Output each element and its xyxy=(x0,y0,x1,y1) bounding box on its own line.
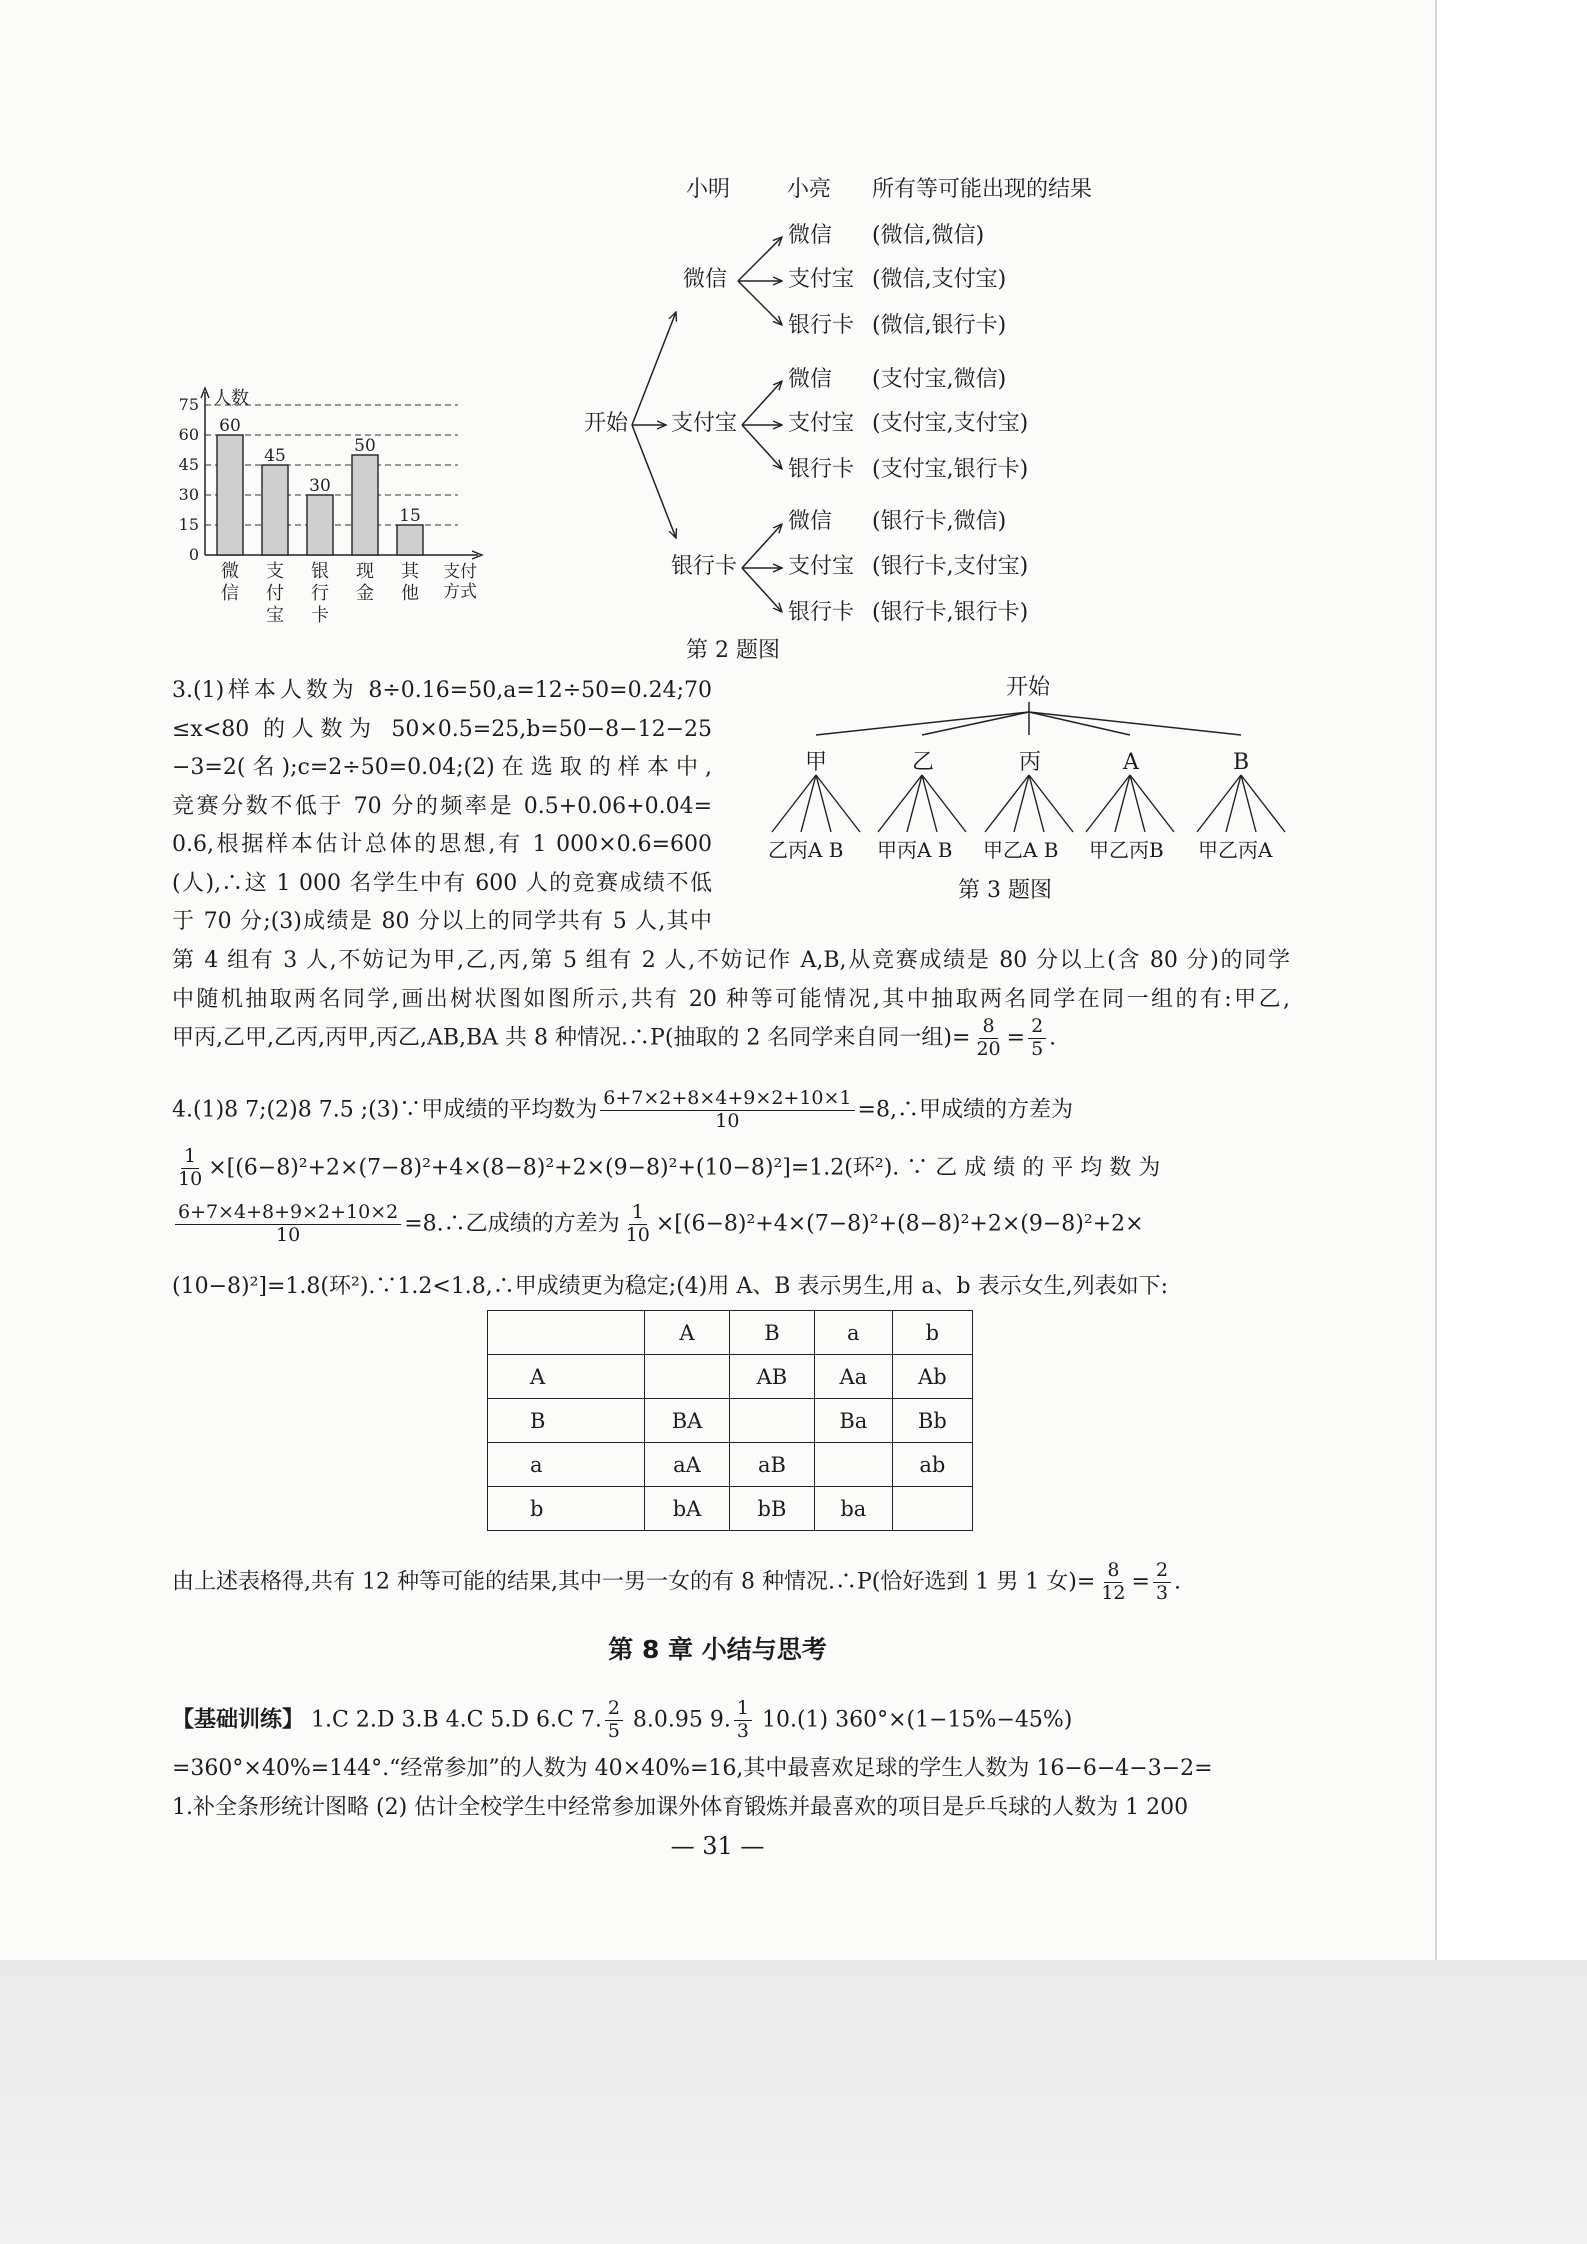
fraction-numerator: 6+7×4+8+9×2+10×2 xyxy=(175,1202,401,1225)
table-cell: B xyxy=(729,1311,814,1355)
table-cell: A xyxy=(488,1355,645,1399)
tree-edge xyxy=(985,775,1029,832)
fraction-numerator: 6+7×2+8×4+9×2+10×1 xyxy=(600,1088,854,1111)
table-cell: Aa xyxy=(814,1355,892,1399)
text-segment: =8.∴乙成绩的方差为 xyxy=(404,1211,620,1237)
fraction xyxy=(973,1016,1003,1061)
table-cell: ba xyxy=(814,1487,892,1531)
fraction xyxy=(1028,1016,1046,1061)
tree-edge xyxy=(1029,775,1044,832)
x-tick-label: 银 xyxy=(311,561,329,582)
tree-leaf: 支付宝 xyxy=(788,411,855,436)
fig3-start: 开始 xyxy=(1006,675,1051,700)
table-cell: bB xyxy=(729,1487,814,1531)
tree-result: (微信,银行卡) xyxy=(872,313,1007,338)
tree-header-results: 所有等可能出现的结果 xyxy=(872,177,1093,202)
tree-result: (支付宝,支付宝) xyxy=(872,411,1029,436)
text-segment: 8.0.95 9. xyxy=(625,1707,731,1733)
bar-value-label: 45 xyxy=(264,446,286,466)
tree-edge xyxy=(1130,775,1145,832)
tree-edge xyxy=(816,775,860,832)
table-cell: a xyxy=(488,1443,645,1487)
section-tag: 【基础训练】 xyxy=(172,1707,305,1733)
fraction xyxy=(175,1202,401,1247)
basic-training-line-3: 1.补全条形统计图略 (2) 估计全校学生中经常参加课外体育锻炼并最喜欢的项目是乒乓球的人数为 1 200 xyxy=(172,1795,1189,1820)
tree-edge xyxy=(878,775,922,832)
table-cell xyxy=(814,1443,892,1487)
x-tick-label: 现 xyxy=(356,561,374,582)
tree-leaf: 微信 xyxy=(788,509,833,534)
text-segment: 由上述表格得,共有 12 种等可能的结果,其中一男一女的有 8 种情况.∴P(恰好选到 1 男 1 女)= xyxy=(172,1569,1096,1595)
y-tick-label: 75 xyxy=(178,395,199,414)
outcome-table xyxy=(487,1310,973,1531)
table-cell: Ba xyxy=(814,1399,892,1443)
bar-value-label: 50 xyxy=(354,436,376,456)
fraction-numerator: 8 xyxy=(1104,1560,1122,1583)
table-cell: aB xyxy=(729,1443,814,1487)
fraction-numerator: 2 xyxy=(605,1698,623,1721)
text-segment: ×[(6−8)²+4×(7−8)²+(8−8)²+2×(9−8)²+2× xyxy=(655,1211,1144,1237)
x-tick-label: 其 xyxy=(401,561,419,582)
tree-result: (微信,微信) xyxy=(872,223,985,248)
tree-start: 开始 xyxy=(584,411,629,436)
x-tick-label: 支 xyxy=(266,561,284,582)
tree-edge xyxy=(1241,775,1256,832)
x-tick-label: 他 xyxy=(401,583,419,604)
fraction-denominator: 5 xyxy=(607,1719,620,1742)
y-tick-label: 60 xyxy=(178,425,199,444)
table-cell: AB xyxy=(729,1355,814,1399)
table-cell: B xyxy=(488,1399,645,1443)
table-row xyxy=(488,1487,973,1531)
tree-result: (银行卡,微信) xyxy=(872,509,1007,534)
fig3-leaves: 甲乙丙A xyxy=(1198,838,1273,862)
x-tick-label: 付 xyxy=(266,583,284,604)
table-cell xyxy=(729,1399,814,1443)
tree-leaf: 支付宝 xyxy=(788,554,855,579)
tree-edge xyxy=(801,775,816,832)
tree-edge xyxy=(1226,775,1241,832)
table-row xyxy=(488,1355,973,1399)
figure-3-caption: 第 3 题图 xyxy=(958,878,1052,903)
x-tick-label: 宝 xyxy=(266,605,284,626)
fraction-denominator: 10 xyxy=(276,1223,301,1246)
text-line: 竞赛分数不低于 70 分的频率是 0.5+0.06+0.04= xyxy=(172,793,712,819)
fraction-numerator: 1 xyxy=(629,1202,647,1225)
table-cell: A xyxy=(645,1311,730,1355)
table-cell: b xyxy=(488,1487,645,1531)
tree-leaf: 银行卡 xyxy=(788,457,855,482)
text-line: ≤x<80 的人数为 50×0.5=25,b=50−8−12−25 xyxy=(172,716,712,742)
figure-2-caption: 第 2 题图 xyxy=(686,638,780,663)
tree-result: (微信,支付宝) xyxy=(872,267,1007,292)
x-tick-label: 卡 xyxy=(311,605,329,626)
fraction-numerator: 2 xyxy=(1153,1560,1171,1583)
table-cell: aA xyxy=(645,1443,730,1487)
fraction-denominator: 10 xyxy=(178,1167,203,1190)
tree-edge xyxy=(1197,775,1241,832)
fig3-node: B xyxy=(1233,750,1250,775)
page-number: — 31 — xyxy=(670,1832,765,1860)
fraction xyxy=(734,1698,752,1743)
scan-background xyxy=(0,1960,1587,2244)
tree-branch-3: 银行卡 xyxy=(671,554,738,579)
x-axis-label: 方式 xyxy=(443,582,477,602)
fraction xyxy=(605,1698,623,1743)
x-axis-label: 支付 xyxy=(443,562,477,582)
bar-value-label: 15 xyxy=(399,506,421,526)
tree-branch-1: 微信 xyxy=(683,267,728,292)
tree-leaf: 微信 xyxy=(788,367,833,392)
conclusion-line xyxy=(172,1560,1181,1605)
fraction-numerator: 2 xyxy=(1028,1016,1046,1039)
chapter-heading: 第 8 章 小结与思考 xyxy=(608,1635,827,1664)
fraction-denominator: 20 xyxy=(976,1037,1001,1060)
fraction xyxy=(623,1202,653,1247)
table-cell xyxy=(892,1487,972,1531)
period: . xyxy=(1174,1569,1182,1595)
table-header-row xyxy=(488,1311,973,1355)
basic-training-line-1 xyxy=(172,1698,1072,1743)
fraction-denominator: 3 xyxy=(736,1719,749,1742)
text-segment: ×[(6−8)²+2×(7−8)²+4×(8−8)²+2×(9−8)²+(10−8)²]=1.2(环²). ∵ 乙 成 绩 的 平 均 数 为 xyxy=(208,1155,1161,1181)
fig3-leaves: 甲乙丙B xyxy=(1089,838,1164,862)
tree-edge xyxy=(922,775,966,832)
tree-edge xyxy=(1130,775,1174,832)
fraction-denominator: 10 xyxy=(625,1223,650,1246)
bar xyxy=(307,495,333,555)
text-segment: 4.(1)8 7;(2)8 7.5 ;(3)∵甲成绩的平均数为 xyxy=(172,1097,598,1123)
tree-edge xyxy=(907,775,922,832)
period: . xyxy=(1049,1025,1057,1051)
tree-branch-2: 支付宝 xyxy=(671,411,738,436)
tree-result: (银行卡,支付宝) xyxy=(872,554,1029,579)
y-axis-label: 人数 xyxy=(213,388,249,409)
x-tick-label: 行 xyxy=(311,583,329,604)
q3-probability-line xyxy=(172,1016,1056,1061)
fraction-denominator: 3 xyxy=(1155,1581,1169,1604)
table-cell: Bb xyxy=(892,1399,972,1443)
fig3-leaves: 甲乙A B xyxy=(983,838,1059,862)
tree-leaf: 支付宝 xyxy=(788,267,855,292)
table-cell: b xyxy=(892,1311,972,1355)
q4-line-2 xyxy=(172,1146,1160,1191)
bar xyxy=(217,435,243,555)
table-cell: BA xyxy=(645,1399,730,1443)
bar xyxy=(352,455,378,555)
table-cell: Ab xyxy=(892,1355,972,1399)
fraction xyxy=(1098,1560,1128,1605)
table-cell: ab xyxy=(892,1443,972,1487)
text-segment: 1.C 2.D 3.B 4.C 5.D 6.C 7. xyxy=(304,1707,602,1733)
q4-line-3 xyxy=(172,1202,1144,1247)
tree-edge xyxy=(772,775,816,832)
tree-edge xyxy=(816,775,831,832)
fraction xyxy=(1153,1560,1171,1605)
fraction-denominator: 5 xyxy=(1031,1037,1044,1060)
table-cell: bA xyxy=(645,1487,730,1531)
tree-result: (支付宝,银行卡) xyxy=(872,457,1029,482)
table-cell: a xyxy=(814,1311,892,1355)
fraction-numerator: 1 xyxy=(181,1146,199,1169)
fig3-leaves: 甲丙A B xyxy=(877,838,953,862)
q3-wrapped-text xyxy=(172,672,712,942)
x-tick-label: 微 xyxy=(221,561,239,582)
text-segment: =8,∴甲成绩的方差为 xyxy=(857,1097,1073,1123)
fraction xyxy=(600,1088,854,1133)
fig3-leaves: 乙丙A B xyxy=(768,838,844,862)
tree-edge xyxy=(1014,775,1029,832)
fraction-denominator: 10 xyxy=(715,1109,740,1132)
y-tick-label: 30 xyxy=(178,485,199,504)
bar xyxy=(262,465,288,555)
text-segment: 10.(1) 360°×(1−15%−45%) xyxy=(754,1707,1073,1733)
fig3-node: 丙 xyxy=(1019,750,1042,775)
text-line: (人),∴这 1 000 名学生中有 600 人的竞赛成绩不低 xyxy=(172,870,712,896)
tree-edge xyxy=(922,775,937,832)
bar xyxy=(397,525,423,555)
y-tick-label: 15 xyxy=(178,515,199,534)
fig3-node: 乙 xyxy=(912,750,935,775)
tree-result: (银行卡,银行卡) xyxy=(872,600,1029,625)
table-cell xyxy=(488,1311,645,1355)
fig3-node: A xyxy=(1123,750,1139,775)
fig3-node: 甲 xyxy=(805,750,828,775)
equals-sign: = xyxy=(1006,1025,1026,1051)
table-row xyxy=(488,1399,973,1443)
x-tick-label: 信 xyxy=(221,583,239,604)
table-row xyxy=(488,1443,973,1487)
tree-result: (支付宝,微信) xyxy=(872,367,1007,392)
bar-value-label: 60 xyxy=(219,416,241,436)
x-tick-label: 金 xyxy=(356,583,374,604)
text-line: 0.6,根据样本估计总体的思想,有 1 000×0.6=600 xyxy=(172,832,712,857)
tree-header-xiaoming: 小明 xyxy=(686,177,731,202)
tree-edge xyxy=(1241,775,1285,832)
text-line: 于 70 分;(3)成绩是 80 分以上的同学共有 5 人,其中 xyxy=(172,909,712,934)
text-line: 第 4 组有 3 人,不妨记为甲,乙,丙,第 5 组有 2 人,不妨记作 A,B,从竞赛成绩是 80 分以上(含 80 分)的同学 xyxy=(172,948,1290,973)
tree-leaf: 微信 xyxy=(788,223,833,248)
y-tick-label: 45 xyxy=(178,455,199,474)
equals-sign: = xyxy=(1131,1569,1150,1595)
bar-value-label: 30 xyxy=(309,476,331,496)
tree-edge xyxy=(1086,775,1130,832)
tree-leaf: 银行卡 xyxy=(788,313,855,338)
fraction xyxy=(175,1146,205,1191)
tree-leaf: 银行卡 xyxy=(788,600,855,625)
text-line: 中随机抽取两名同学,画出树状图如图所示,共有 20 种等可能情况,其中抽取两名同学在同一组的有:甲乙, xyxy=(172,986,1290,1012)
tree-edge xyxy=(1029,775,1073,832)
text-line: 3.(1)样本人数为 8÷0.16=50,a=12÷50=0.24;70 xyxy=(172,678,712,703)
bar-chart xyxy=(160,380,500,640)
basic-training-line-2: =360°×40%=144°.“经常参加”的人数为 40×40%=16,其中最喜欢足球的学生人数为 16−6−4−3−2= xyxy=(172,1756,1213,1781)
y-tick-label: 0 xyxy=(188,545,199,564)
text-line: −3=2(名);c=2÷50=0.04;(2)在选取的样本中, xyxy=(172,755,712,780)
q4-line-4: (10−8)²]=1.8(环²).∵1.2<1.8,∴甲成绩更为稳定;(4)用 A、B 表示男生,用 a、b 表示女生,列表如下: xyxy=(172,1274,1168,1299)
q4-line-1 xyxy=(172,1088,1073,1133)
fraction-numerator: 1 xyxy=(734,1698,752,1721)
tree-edge xyxy=(1115,775,1130,832)
fraction-numerator: 8 xyxy=(979,1016,997,1039)
text-segment: 甲丙,乙甲,乙丙,丙甲,丙乙,AB,BA 共 8 种情况.∴P(抽取的 2 名同学来自同一组)= xyxy=(172,1025,971,1051)
fraction-denominator: 12 xyxy=(1101,1581,1126,1604)
table-cell xyxy=(645,1355,730,1399)
q3-full-text xyxy=(172,942,1290,1019)
tree-header-xiaoliang: 小亮 xyxy=(787,177,832,202)
